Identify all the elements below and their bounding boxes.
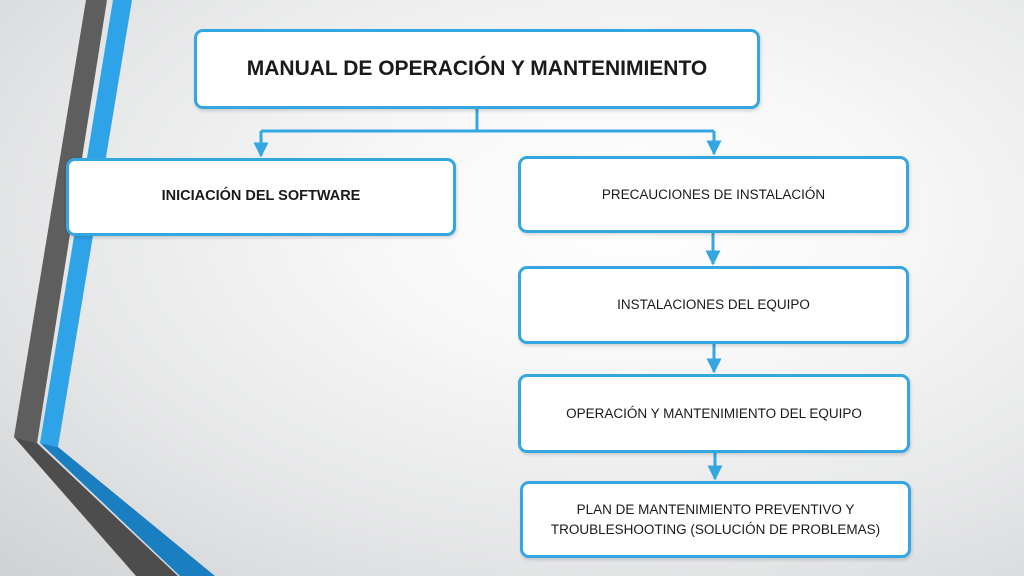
installation-precautions-box [518, 156, 909, 233]
stripe-gray-diagonal [14, 437, 178, 576]
software-initiation-label: INICIACIÓN DEL SOFTWARE [161, 188, 361, 205]
operation-maintenance-label: OPERACIÓN Y MANTENIMIENTO DEL EQUIPO [566, 405, 862, 421]
equipment-installations-box [518, 266, 909, 344]
preventive-maintenance-plan-box [520, 481, 911, 558]
operation-maintenance-box [518, 374, 910, 453]
title-label: MANUAL DE OPERACIÓN Y MANTENIMIENTO [246, 56, 708, 80]
equipment-installations-label: INSTALACIONES DEL EQUIPO [617, 297, 810, 313]
software-initiation-box [66, 158, 456, 236]
title-box [194, 29, 760, 109]
installation-precautions-label: PRECAUCIONES DE INSTALACIÓN [601, 186, 826, 202]
preventive-maintenance-plan-label: PLAN DE MANTENIMIENTO PREVENTIVO Y TROUBLESHOOTING (SOLUCIÓN DE PROBLEMAS) [550, 501, 881, 537]
